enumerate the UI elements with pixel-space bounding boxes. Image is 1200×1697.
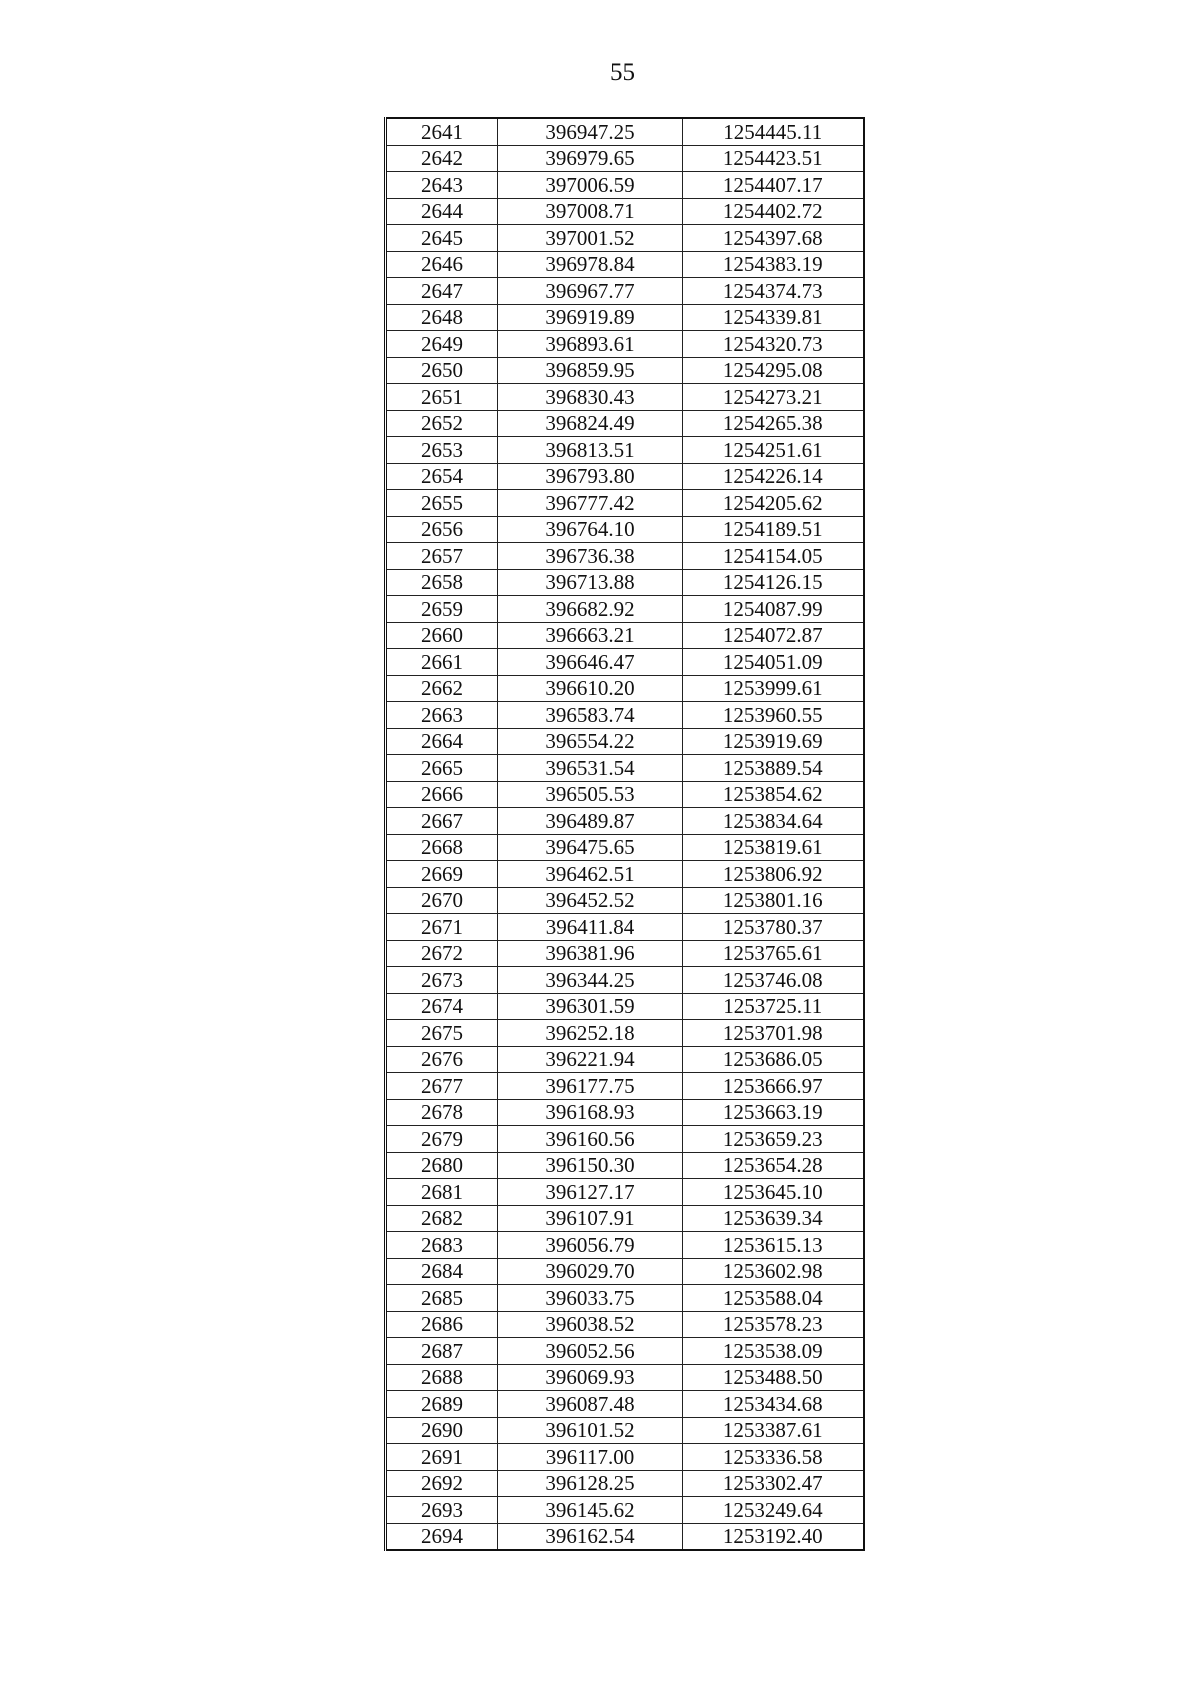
point-number-cell: 2667 — [386, 808, 498, 835]
y-coordinate-cell: 1253854.62 — [683, 781, 864, 808]
table-row — [386, 357, 864, 384]
table-row — [386, 1073, 864, 1100]
point-number-cell: 2656 — [386, 516, 498, 543]
x-coordinate-cell: 396830.43 — [498, 384, 683, 411]
table-row — [386, 172, 864, 199]
table-row — [386, 993, 864, 1020]
y-coordinate-cell: 1253645.10 — [683, 1179, 864, 1206]
y-coordinate-cell: 1253659.23 — [683, 1126, 864, 1153]
y-coordinate-cell: 1254397.68 — [683, 225, 864, 252]
y-coordinate-cell: 1253806.92 — [683, 861, 864, 888]
x-coordinate-cell: 396033.75 — [498, 1285, 683, 1312]
x-coordinate-cell: 396554.22 — [498, 728, 683, 755]
y-coordinate-cell: 1254087.99 — [683, 596, 864, 623]
point-number-cell: 2658 — [386, 569, 498, 596]
point-number-cell: 2641 — [386, 118, 498, 145]
table-row — [386, 543, 864, 570]
point-number-cell: 2649 — [386, 331, 498, 358]
table-row — [386, 1126, 864, 1153]
table-row — [386, 569, 864, 596]
x-coordinate-cell: 396168.93 — [498, 1099, 683, 1126]
table-row — [386, 940, 864, 967]
table-row — [386, 1338, 864, 1365]
table-row — [386, 808, 864, 835]
x-coordinate-cell: 396052.56 — [498, 1338, 683, 1365]
point-number-cell: 2645 — [386, 225, 498, 252]
x-coordinate-cell: 396381.96 — [498, 940, 683, 967]
y-coordinate-cell: 1254205.62 — [683, 490, 864, 517]
x-coordinate-cell: 396162.54 — [498, 1523, 683, 1550]
table-row — [386, 1258, 864, 1285]
x-coordinate-cell: 396583.74 — [498, 702, 683, 729]
table-row — [386, 1152, 864, 1179]
table-row — [386, 781, 864, 808]
x-coordinate-cell: 396967.77 — [498, 278, 683, 305]
table-row — [386, 437, 864, 464]
x-coordinate-cell: 396150.30 — [498, 1152, 683, 1179]
x-coordinate-cell: 396252.18 — [498, 1020, 683, 1047]
table-row — [386, 755, 864, 782]
y-coordinate-cell: 1254339.81 — [683, 304, 864, 331]
y-coordinate-cell: 1253919.69 — [683, 728, 864, 755]
table-row — [386, 331, 864, 358]
table-row — [386, 198, 864, 225]
point-number-cell: 2686 — [386, 1311, 498, 1338]
x-coordinate-cell: 396452.52 — [498, 887, 683, 914]
point-number-cell: 2678 — [386, 1099, 498, 1126]
x-coordinate-cell: 396682.92 — [498, 596, 683, 623]
x-coordinate-cell: 396056.79 — [498, 1232, 683, 1259]
x-coordinate-cell: 396475.65 — [498, 834, 683, 861]
y-coordinate-cell: 1254251.61 — [683, 437, 864, 464]
point-number-cell: 2693 — [386, 1497, 498, 1524]
point-number-cell: 2662 — [386, 675, 498, 702]
point-number-cell: 2687 — [386, 1338, 498, 1365]
point-number-cell: 2673 — [386, 967, 498, 994]
point-number-cell: 2663 — [386, 702, 498, 729]
x-coordinate-cell: 396128.25 — [498, 1470, 683, 1497]
table-row — [386, 1523, 864, 1550]
table-row — [386, 384, 864, 411]
x-coordinate-cell: 396859.95 — [498, 357, 683, 384]
y-coordinate-cell: 1253488.50 — [683, 1364, 864, 1391]
x-coordinate-cell: 396411.84 — [498, 914, 683, 941]
x-coordinate-cell: 396979.65 — [498, 145, 683, 172]
y-coordinate-cell: 1253889.54 — [683, 755, 864, 782]
point-number-cell: 2646 — [386, 251, 498, 278]
point-number-cell: 2664 — [386, 728, 498, 755]
point-number-cell: 2670 — [386, 887, 498, 914]
table-row — [386, 1497, 864, 1524]
y-coordinate-cell: 1254320.73 — [683, 331, 864, 358]
table-row — [386, 304, 864, 331]
point-number-cell: 2690 — [386, 1417, 498, 1444]
x-coordinate-cell: 396029.70 — [498, 1258, 683, 1285]
y-coordinate-cell: 1253434.68 — [683, 1391, 864, 1418]
y-coordinate-cell: 1253615.13 — [683, 1232, 864, 1259]
x-coordinate-cell: 396069.93 — [498, 1364, 683, 1391]
y-coordinate-cell: 1253725.11 — [683, 993, 864, 1020]
table-row — [386, 225, 864, 252]
point-number-cell: 2676 — [386, 1046, 498, 1073]
table-row — [386, 914, 864, 941]
y-coordinate-cell: 1253819.61 — [683, 834, 864, 861]
page-number: 55 — [610, 59, 635, 86]
y-coordinate-cell: 1253701.98 — [683, 1020, 864, 1047]
point-number-cell: 2672 — [386, 940, 498, 967]
table-row — [386, 1099, 864, 1126]
y-coordinate-cell: 1253654.28 — [683, 1152, 864, 1179]
point-number-cell: 2647 — [386, 278, 498, 305]
table-row — [386, 967, 864, 994]
y-coordinate-cell: 1253336.58 — [683, 1444, 864, 1471]
point-number-cell: 2675 — [386, 1020, 498, 1047]
table-row — [386, 1444, 864, 1471]
y-coordinate-cell: 1254154.05 — [683, 543, 864, 570]
x-coordinate-cell: 396038.52 — [498, 1311, 683, 1338]
x-coordinate-cell: 396221.94 — [498, 1046, 683, 1073]
table-row — [386, 1391, 864, 1418]
y-coordinate-cell: 1253538.09 — [683, 1338, 864, 1365]
table-row — [386, 861, 864, 888]
table-row — [386, 1046, 864, 1073]
point-number-cell: 2679 — [386, 1126, 498, 1153]
y-coordinate-cell: 1253666.97 — [683, 1073, 864, 1100]
y-coordinate-cell: 1253387.61 — [683, 1417, 864, 1444]
table-row — [386, 649, 864, 676]
y-coordinate-cell: 1253780.37 — [683, 914, 864, 941]
y-coordinate-cell: 1254445.11 — [683, 118, 864, 145]
y-coordinate-cell: 1254407.17 — [683, 172, 864, 199]
x-coordinate-cell: 396824.49 — [498, 410, 683, 437]
x-coordinate-cell: 396646.47 — [498, 649, 683, 676]
x-coordinate-cell: 396713.88 — [498, 569, 683, 596]
point-number-cell: 2660 — [386, 622, 498, 649]
x-coordinate-cell: 396736.38 — [498, 543, 683, 570]
y-coordinate-cell: 1253578.23 — [683, 1311, 864, 1338]
table-row — [386, 1285, 864, 1312]
table-row — [386, 834, 864, 861]
x-coordinate-cell: 396505.53 — [498, 781, 683, 808]
point-number-cell: 2659 — [386, 596, 498, 623]
point-number-cell: 2668 — [386, 834, 498, 861]
table-row — [386, 622, 864, 649]
x-coordinate-cell: 396107.91 — [498, 1205, 683, 1232]
table-row — [386, 1232, 864, 1259]
point-number-cell: 2688 — [386, 1364, 498, 1391]
y-coordinate-cell: 1253663.19 — [683, 1099, 864, 1126]
table-row — [386, 490, 864, 517]
x-coordinate-cell: 396610.20 — [498, 675, 683, 702]
point-number-cell: 2655 — [386, 490, 498, 517]
coordinates-table-body — [386, 118, 864, 1550]
table-row — [386, 1205, 864, 1232]
x-coordinate-cell: 396893.61 — [498, 331, 683, 358]
x-coordinate-cell: 397001.52 — [498, 225, 683, 252]
y-coordinate-cell: 1254402.72 — [683, 198, 864, 225]
point-number-cell: 2692 — [386, 1470, 498, 1497]
y-coordinate-cell: 1254374.73 — [683, 278, 864, 305]
x-coordinate-cell: 396177.75 — [498, 1073, 683, 1100]
point-number-cell: 2654 — [386, 463, 498, 490]
table-row — [386, 887, 864, 914]
y-coordinate-cell: 1254126.15 — [683, 569, 864, 596]
point-number-cell: 2661 — [386, 649, 498, 676]
y-coordinate-cell: 1254189.51 — [683, 516, 864, 543]
y-coordinate-cell: 1254273.21 — [683, 384, 864, 411]
y-coordinate-cell: 1254072.87 — [683, 622, 864, 649]
point-number-cell: 2642 — [386, 145, 498, 172]
x-coordinate-cell: 396344.25 — [498, 967, 683, 994]
y-coordinate-cell: 1253765.61 — [683, 940, 864, 967]
table-row — [386, 675, 864, 702]
table-row — [386, 1179, 864, 1206]
table-row — [386, 702, 864, 729]
x-coordinate-cell: 397008.71 — [498, 198, 683, 225]
point-number-cell: 2669 — [386, 861, 498, 888]
point-number-cell: 2666 — [386, 781, 498, 808]
y-coordinate-cell: 1254226.14 — [683, 463, 864, 490]
x-coordinate-cell: 396160.56 — [498, 1126, 683, 1153]
y-coordinate-cell: 1253639.34 — [683, 1205, 864, 1232]
table-row — [386, 596, 864, 623]
y-coordinate-cell: 1253960.55 — [683, 702, 864, 729]
table-row — [386, 1417, 864, 1444]
point-number-cell: 2652 — [386, 410, 498, 437]
x-coordinate-cell: 396919.89 — [498, 304, 683, 331]
point-number-cell: 2677 — [386, 1073, 498, 1100]
x-coordinate-cell: 396145.62 — [498, 1497, 683, 1524]
point-number-cell: 2650 — [386, 357, 498, 384]
point-number-cell: 2671 — [386, 914, 498, 941]
point-number-cell: 2644 — [386, 198, 498, 225]
point-number-cell: 2648 — [386, 304, 498, 331]
x-coordinate-cell: 396489.87 — [498, 808, 683, 835]
x-coordinate-cell: 396947.25 — [498, 118, 683, 145]
point-number-cell: 2684 — [386, 1258, 498, 1285]
coordinates-table — [384, 117, 865, 1551]
table-row — [386, 1020, 864, 1047]
point-number-cell: 2681 — [386, 1179, 498, 1206]
y-coordinate-cell: 1254423.51 — [683, 145, 864, 172]
table-row — [386, 728, 864, 755]
y-coordinate-cell: 1253834.64 — [683, 808, 864, 835]
x-coordinate-cell: 396101.52 — [498, 1417, 683, 1444]
point-number-cell: 2665 — [386, 755, 498, 782]
y-coordinate-cell: 1253686.05 — [683, 1046, 864, 1073]
x-coordinate-cell: 396777.42 — [498, 490, 683, 517]
table-row — [386, 251, 864, 278]
point-number-cell: 2657 — [386, 543, 498, 570]
table-row — [386, 278, 864, 305]
y-coordinate-cell: 1253801.16 — [683, 887, 864, 914]
table-row — [386, 1470, 864, 1497]
x-coordinate-cell: 396462.51 — [498, 861, 683, 888]
point-number-cell: 2653 — [386, 437, 498, 464]
point-number-cell: 2683 — [386, 1232, 498, 1259]
y-coordinate-cell: 1253746.08 — [683, 967, 864, 994]
y-coordinate-cell: 1253999.61 — [683, 675, 864, 702]
point-number-cell: 2691 — [386, 1444, 498, 1471]
point-number-cell: 2689 — [386, 1391, 498, 1418]
point-number-cell: 2682 — [386, 1205, 498, 1232]
y-coordinate-cell: 1254383.19 — [683, 251, 864, 278]
point-number-cell: 2643 — [386, 172, 498, 199]
point-number-cell: 2680 — [386, 1152, 498, 1179]
x-coordinate-cell: 396301.59 — [498, 993, 683, 1020]
x-coordinate-cell: 396117.00 — [498, 1444, 683, 1471]
table-row — [386, 410, 864, 437]
x-coordinate-cell: 396087.48 — [498, 1391, 683, 1418]
x-coordinate-cell: 397006.59 — [498, 172, 683, 199]
x-coordinate-cell: 396127.17 — [498, 1179, 683, 1206]
point-number-cell: 2674 — [386, 993, 498, 1020]
point-number-cell: 2694 — [386, 1523, 498, 1550]
y-coordinate-cell: 1253588.04 — [683, 1285, 864, 1312]
y-coordinate-cell: 1253602.98 — [683, 1258, 864, 1285]
point-number-cell: 2685 — [386, 1285, 498, 1312]
table-row — [386, 145, 864, 172]
table-row — [386, 463, 864, 490]
x-coordinate-cell: 396793.80 — [498, 463, 683, 490]
y-coordinate-cell: 1253302.47 — [683, 1470, 864, 1497]
x-coordinate-cell: 396813.51 — [498, 437, 683, 464]
table-row — [386, 1311, 864, 1338]
y-coordinate-cell: 1254295.08 — [683, 357, 864, 384]
x-coordinate-cell: 396531.54 — [498, 755, 683, 782]
y-coordinate-cell: 1254265.38 — [683, 410, 864, 437]
x-coordinate-cell: 396978.84 — [498, 251, 683, 278]
table-row — [386, 118, 864, 145]
y-coordinate-cell: 1254051.09 — [683, 649, 864, 676]
x-coordinate-cell: 396764.10 — [498, 516, 683, 543]
table-row — [386, 516, 864, 543]
x-coordinate-cell: 396663.21 — [498, 622, 683, 649]
y-coordinate-cell: 1253192.40 — [683, 1523, 864, 1550]
y-coordinate-cell: 1253249.64 — [683, 1497, 864, 1524]
point-number-cell: 2651 — [386, 384, 498, 411]
table-row — [386, 1364, 864, 1391]
